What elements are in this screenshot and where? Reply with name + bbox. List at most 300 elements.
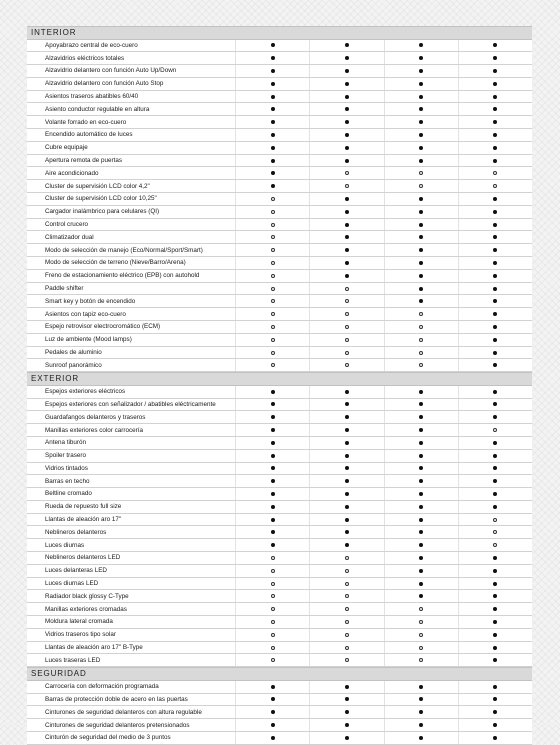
feature-label: Llantas de aleación aro 17" bbox=[45, 516, 122, 524]
feature-label: Barras en techo bbox=[45, 477, 90, 485]
feature-row bbox=[27, 526, 532, 539]
version-cell bbox=[309, 706, 383, 718]
filled-dot-icon bbox=[493, 107, 497, 111]
filled-dot-icon bbox=[419, 69, 423, 73]
version-cell bbox=[384, 231, 458, 243]
version-cell bbox=[384, 450, 458, 462]
filled-dot-icon bbox=[345, 710, 349, 714]
empty-circle-icon bbox=[271, 646, 275, 650]
filled-dot-icon bbox=[345, 133, 349, 137]
feature-label: Freno de estacionamiento eléctrico (EPB) con autohold bbox=[45, 272, 200, 280]
filled-dot-icon bbox=[419, 697, 423, 701]
feature-label: Espejos exteriores eléctricos bbox=[45, 388, 126, 396]
filled-dot-icon bbox=[493, 723, 497, 727]
version-cell bbox=[235, 155, 309, 167]
filled-dot-icon bbox=[419, 299, 423, 303]
feature-row bbox=[27, 155, 532, 168]
version-cell bbox=[309, 399, 383, 411]
version-cell bbox=[384, 180, 458, 192]
empty-circle-icon bbox=[345, 299, 349, 303]
filled-dot-icon bbox=[419, 274, 423, 278]
filled-dot-icon bbox=[345, 415, 349, 419]
filled-dot-icon bbox=[493, 274, 497, 278]
filled-dot-icon bbox=[493, 197, 497, 201]
version-cell bbox=[235, 116, 309, 128]
version-cell bbox=[235, 732, 309, 744]
version-cell bbox=[309, 463, 383, 475]
version-cell bbox=[384, 347, 458, 359]
empty-circle-icon bbox=[419, 620, 423, 624]
version-cell bbox=[235, 603, 309, 615]
feature-row bbox=[27, 514, 532, 527]
feature-row bbox=[27, 295, 532, 308]
feature-label: Alzavidrios eléctricos totales bbox=[45, 54, 125, 62]
empty-circle-icon bbox=[419, 325, 423, 329]
feature-label: Beltline cromado bbox=[45, 490, 92, 498]
version-cell bbox=[458, 167, 532, 179]
version-cell bbox=[458, 578, 532, 590]
filled-dot-icon bbox=[493, 210, 497, 214]
version-cell bbox=[384, 719, 458, 731]
empty-circle-icon bbox=[419, 351, 423, 355]
empty-circle-icon bbox=[345, 338, 349, 342]
feature-row bbox=[27, 450, 532, 463]
filled-dot-icon bbox=[345, 428, 349, 432]
feature-label: Alzavidrio delantero con función Auto Up/Down bbox=[45, 67, 177, 75]
version-cell bbox=[309, 180, 383, 192]
filled-dot-icon bbox=[271, 69, 275, 73]
feature-row bbox=[27, 321, 532, 334]
feature-row bbox=[27, 52, 532, 65]
filled-dot-icon bbox=[493, 325, 497, 329]
version-cell bbox=[458, 681, 532, 693]
filled-dot-icon bbox=[271, 530, 275, 534]
version-cell bbox=[235, 681, 309, 693]
filled-dot-icon bbox=[493, 710, 497, 714]
version-cell bbox=[384, 463, 458, 475]
filled-dot-icon bbox=[419, 287, 423, 291]
version-cell bbox=[309, 103, 383, 115]
feature-label: Luces diurnas LED bbox=[45, 580, 99, 588]
version-cell bbox=[384, 167, 458, 179]
filled-dot-icon bbox=[493, 556, 497, 560]
version-cell bbox=[309, 321, 383, 333]
version-cell bbox=[384, 706, 458, 718]
filled-dot-icon bbox=[493, 646, 497, 650]
feature-label: Vidrios traseros tipo solar bbox=[45, 631, 116, 639]
filled-dot-icon bbox=[345, 235, 349, 239]
filled-dot-icon bbox=[271, 697, 275, 701]
empty-circle-icon bbox=[493, 184, 497, 188]
filled-dot-icon bbox=[419, 248, 423, 252]
version-cell bbox=[384, 629, 458, 641]
empty-circle-icon bbox=[271, 556, 275, 560]
feature-row bbox=[27, 578, 532, 591]
filled-dot-icon bbox=[493, 607, 497, 611]
filled-dot-icon bbox=[493, 582, 497, 586]
feature-row bbox=[27, 91, 532, 104]
version-cell bbox=[384, 411, 458, 423]
feature-label: Pedales de aluminio bbox=[45, 349, 102, 357]
version-cell bbox=[384, 475, 458, 487]
filled-dot-icon bbox=[493, 248, 497, 252]
version-cell bbox=[458, 180, 532, 192]
filled-dot-icon bbox=[419, 582, 423, 586]
filled-dot-icon bbox=[493, 223, 497, 227]
version-cell bbox=[384, 321, 458, 333]
filled-dot-icon bbox=[271, 441, 275, 445]
filled-dot-icon bbox=[345, 107, 349, 111]
version-cell bbox=[384, 257, 458, 269]
version-cell bbox=[458, 129, 532, 141]
empty-circle-icon bbox=[345, 633, 349, 637]
empty-circle-icon bbox=[419, 184, 423, 188]
filled-dot-icon bbox=[419, 235, 423, 239]
version-cell bbox=[235, 501, 309, 513]
version-cell bbox=[458, 654, 532, 666]
version-cell bbox=[235, 129, 309, 141]
filled-dot-icon bbox=[419, 146, 423, 150]
filled-dot-icon bbox=[271, 43, 275, 47]
version-cell bbox=[458, 295, 532, 307]
version-cell bbox=[309, 450, 383, 462]
version-cell bbox=[458, 103, 532, 115]
filled-dot-icon bbox=[271, 415, 275, 419]
filled-dot-icon bbox=[493, 351, 497, 355]
version-cell bbox=[235, 539, 309, 551]
filled-dot-icon bbox=[271, 543, 275, 547]
filled-dot-icon bbox=[345, 723, 349, 727]
empty-circle-icon bbox=[345, 569, 349, 573]
version-cell bbox=[309, 616, 383, 628]
version-cell bbox=[309, 475, 383, 487]
filled-dot-icon bbox=[271, 95, 275, 99]
empty-circle-icon bbox=[345, 351, 349, 355]
feature-row bbox=[27, 283, 532, 296]
filled-dot-icon bbox=[345, 197, 349, 201]
filled-dot-icon bbox=[493, 69, 497, 73]
empty-circle-icon bbox=[419, 607, 423, 611]
filled-dot-icon bbox=[493, 569, 497, 573]
filled-dot-icon bbox=[493, 261, 497, 265]
filled-dot-icon bbox=[419, 56, 423, 60]
version-cell bbox=[235, 231, 309, 243]
feature-row bbox=[27, 257, 532, 270]
version-cell bbox=[458, 719, 532, 731]
version-cell bbox=[235, 616, 309, 628]
filled-dot-icon bbox=[419, 441, 423, 445]
version-cell bbox=[458, 193, 532, 205]
filled-dot-icon bbox=[345, 685, 349, 689]
filled-dot-icon bbox=[345, 274, 349, 278]
empty-circle-icon bbox=[345, 312, 349, 316]
filled-dot-icon bbox=[345, 82, 349, 86]
version-cell bbox=[384, 219, 458, 231]
version-cell bbox=[458, 142, 532, 154]
filled-dot-icon bbox=[493, 95, 497, 99]
empty-circle-icon bbox=[493, 543, 497, 547]
version-cell bbox=[309, 270, 383, 282]
filled-dot-icon bbox=[271, 171, 275, 175]
filled-dot-icon bbox=[419, 428, 423, 432]
empty-circle-icon bbox=[345, 287, 349, 291]
version-cell bbox=[458, 463, 532, 475]
filled-dot-icon bbox=[345, 248, 349, 252]
filled-dot-icon bbox=[493, 505, 497, 509]
version-cell bbox=[309, 642, 383, 654]
version-cell bbox=[458, 65, 532, 77]
version-cell bbox=[309, 654, 383, 666]
filled-dot-icon bbox=[493, 363, 497, 367]
feature-row bbox=[27, 475, 532, 488]
version-cell bbox=[309, 437, 383, 449]
filled-dot-icon bbox=[345, 530, 349, 534]
version-cell bbox=[309, 359, 383, 371]
filled-dot-icon bbox=[271, 390, 275, 394]
filled-dot-icon bbox=[493, 594, 497, 598]
filled-dot-icon bbox=[493, 415, 497, 419]
feature-label: Sunroof panorámico bbox=[45, 361, 102, 369]
version-cell bbox=[458, 78, 532, 90]
feature-label: Guardafangos delanteros y traseros bbox=[45, 413, 146, 421]
version-cell bbox=[458, 40, 532, 52]
version-cell bbox=[235, 295, 309, 307]
empty-circle-icon bbox=[345, 171, 349, 175]
version-cell bbox=[458, 244, 532, 256]
filled-dot-icon bbox=[271, 428, 275, 432]
version-cell bbox=[458, 475, 532, 487]
filled-dot-icon bbox=[271, 146, 275, 150]
empty-circle-icon bbox=[271, 325, 275, 329]
version-cell bbox=[384, 642, 458, 654]
version-cell bbox=[235, 488, 309, 500]
filled-dot-icon bbox=[345, 454, 349, 458]
version-cell bbox=[309, 308, 383, 320]
version-cell bbox=[309, 231, 383, 243]
version-cell bbox=[309, 501, 383, 513]
feature-row bbox=[27, 719, 532, 732]
version-cell bbox=[309, 347, 383, 359]
filled-dot-icon bbox=[271, 518, 275, 522]
filled-dot-icon bbox=[345, 479, 349, 483]
filled-dot-icon bbox=[419, 402, 423, 406]
feature-label: Cluster de supervisión LCD color 10,25" bbox=[45, 195, 157, 203]
version-cell bbox=[235, 450, 309, 462]
filled-dot-icon bbox=[345, 390, 349, 394]
version-cell bbox=[384, 129, 458, 141]
version-cell bbox=[384, 501, 458, 513]
empty-circle-icon bbox=[345, 620, 349, 624]
feature-label: Barras de protección doble de acero en las puertas bbox=[45, 695, 188, 703]
feature-row bbox=[27, 359, 532, 372]
filled-dot-icon bbox=[271, 505, 275, 509]
feature-label: Smart key y botón de encendido bbox=[45, 297, 136, 305]
version-cell bbox=[235, 694, 309, 706]
version-cell bbox=[384, 437, 458, 449]
version-cell bbox=[458, 334, 532, 346]
filled-dot-icon bbox=[419, 466, 423, 470]
filled-dot-icon bbox=[419, 736, 423, 740]
empty-circle-icon bbox=[271, 582, 275, 586]
filled-dot-icon bbox=[345, 492, 349, 496]
feature-row bbox=[27, 219, 532, 232]
empty-circle-icon bbox=[271, 299, 275, 303]
filled-dot-icon bbox=[271, 133, 275, 137]
feature-row bbox=[27, 308, 532, 321]
filled-dot-icon bbox=[271, 723, 275, 727]
version-cell bbox=[458, 629, 532, 641]
feature-row bbox=[27, 399, 532, 412]
version-cell bbox=[458, 642, 532, 654]
feature-label: Carrocería con deformación programada bbox=[45, 683, 159, 691]
version-cell bbox=[309, 386, 383, 398]
version-cell bbox=[384, 52, 458, 64]
version-cell bbox=[235, 386, 309, 398]
empty-circle-icon bbox=[271, 607, 275, 611]
feature-row bbox=[27, 654, 532, 667]
version-cell bbox=[458, 91, 532, 103]
filled-dot-icon bbox=[271, 710, 275, 714]
feature-label: Luces traseras LED bbox=[45, 656, 101, 664]
empty-circle-icon bbox=[419, 363, 423, 367]
feature-label: Spoiler trasero bbox=[45, 452, 86, 460]
version-cell bbox=[309, 295, 383, 307]
filled-dot-icon bbox=[419, 197, 423, 201]
feature-label: Vidrios tintados bbox=[45, 464, 88, 472]
version-cell bbox=[309, 539, 383, 551]
filled-dot-icon bbox=[493, 133, 497, 137]
feature-row bbox=[27, 129, 532, 142]
feature-label: Cargador inalámbrico para celulares (QI) bbox=[45, 208, 160, 216]
empty-circle-icon bbox=[345, 184, 349, 188]
feature-row bbox=[27, 231, 532, 244]
empty-circle-icon bbox=[271, 620, 275, 624]
filled-dot-icon bbox=[419, 685, 423, 689]
filled-dot-icon bbox=[493, 146, 497, 150]
version-cell bbox=[384, 283, 458, 295]
version-cell bbox=[235, 719, 309, 731]
filled-dot-icon bbox=[493, 235, 497, 239]
filled-dot-icon bbox=[493, 390, 497, 394]
feature-row bbox=[27, 65, 532, 78]
version-cell bbox=[235, 103, 309, 115]
feature-row bbox=[27, 539, 532, 552]
version-cell bbox=[458, 552, 532, 564]
feature-row bbox=[27, 642, 532, 655]
version-cell bbox=[235, 219, 309, 231]
version-cell bbox=[309, 565, 383, 577]
version-cell bbox=[309, 681, 383, 693]
version-cell bbox=[309, 257, 383, 269]
version-cell bbox=[384, 155, 458, 167]
version-cell bbox=[458, 399, 532, 411]
feature-row bbox=[27, 180, 532, 193]
version-cell bbox=[309, 129, 383, 141]
feature-row bbox=[27, 694, 532, 707]
version-cell bbox=[384, 244, 458, 256]
version-cell bbox=[309, 155, 383, 167]
empty-circle-icon bbox=[345, 607, 349, 611]
filled-dot-icon bbox=[493, 736, 497, 740]
filled-dot-icon bbox=[419, 505, 423, 509]
version-cell bbox=[458, 539, 532, 551]
version-cell bbox=[384, 193, 458, 205]
filled-dot-icon bbox=[345, 223, 349, 227]
feature-label: Moldura lateral cromada bbox=[45, 618, 113, 626]
version-cell bbox=[458, 321, 532, 333]
filled-dot-icon bbox=[419, 710, 423, 714]
feature-row bbox=[27, 463, 532, 476]
version-cell bbox=[384, 488, 458, 500]
version-cell bbox=[309, 52, 383, 64]
version-cell bbox=[309, 526, 383, 538]
filled-dot-icon bbox=[419, 210, 423, 214]
feature-label: Asientos traseros abatibles 60/40 bbox=[45, 93, 139, 101]
version-cell bbox=[235, 552, 309, 564]
empty-circle-icon bbox=[271, 287, 275, 291]
version-cell bbox=[235, 283, 309, 295]
feature-row bbox=[27, 424, 532, 437]
version-cell bbox=[458, 116, 532, 128]
filled-dot-icon bbox=[493, 658, 497, 662]
filled-dot-icon bbox=[271, 685, 275, 689]
version-cell bbox=[458, 488, 532, 500]
version-cell bbox=[458, 386, 532, 398]
version-cell bbox=[384, 386, 458, 398]
filled-dot-icon bbox=[419, 107, 423, 111]
version-cell bbox=[384, 295, 458, 307]
filled-dot-icon bbox=[271, 107, 275, 111]
version-cell bbox=[458, 590, 532, 602]
filled-dot-icon bbox=[271, 466, 275, 470]
version-cell bbox=[309, 283, 383, 295]
empty-circle-icon bbox=[271, 658, 275, 662]
version-cell bbox=[235, 65, 309, 77]
feature-label: Cinturones de seguridad delanteros pretensionados bbox=[45, 721, 190, 729]
version-cell bbox=[235, 91, 309, 103]
version-cell bbox=[309, 629, 383, 641]
version-cell bbox=[309, 78, 383, 90]
filled-dot-icon bbox=[493, 312, 497, 316]
filled-dot-icon bbox=[345, 120, 349, 124]
feature-label: Luces diurnas bbox=[45, 541, 85, 549]
filled-dot-icon bbox=[419, 594, 423, 598]
version-cell bbox=[458, 308, 532, 320]
version-cell bbox=[235, 411, 309, 423]
version-cell bbox=[235, 334, 309, 346]
filled-dot-icon bbox=[493, 43, 497, 47]
filled-dot-icon bbox=[493, 441, 497, 445]
feature-label: Asiento conductor regulable en altura bbox=[45, 105, 150, 113]
filled-dot-icon bbox=[345, 69, 349, 73]
filled-dot-icon bbox=[419, 82, 423, 86]
version-cell bbox=[235, 78, 309, 90]
version-cell bbox=[235, 244, 309, 256]
version-cell bbox=[384, 40, 458, 52]
version-cell bbox=[235, 180, 309, 192]
feature-row bbox=[27, 501, 532, 514]
version-cell bbox=[384, 603, 458, 615]
filled-dot-icon bbox=[419, 261, 423, 265]
empty-circle-icon bbox=[419, 633, 423, 637]
version-cell bbox=[235, 424, 309, 436]
feature-label: Modo de selección de manejo (Eco/Normal/Sport/Smart) bbox=[45, 246, 203, 254]
feature-label: Cinturones de seguridad delanteros con altura regulable bbox=[45, 708, 202, 716]
version-cell bbox=[384, 654, 458, 666]
version-cell bbox=[384, 732, 458, 744]
version-cell bbox=[235, 52, 309, 64]
empty-circle-icon bbox=[345, 556, 349, 560]
